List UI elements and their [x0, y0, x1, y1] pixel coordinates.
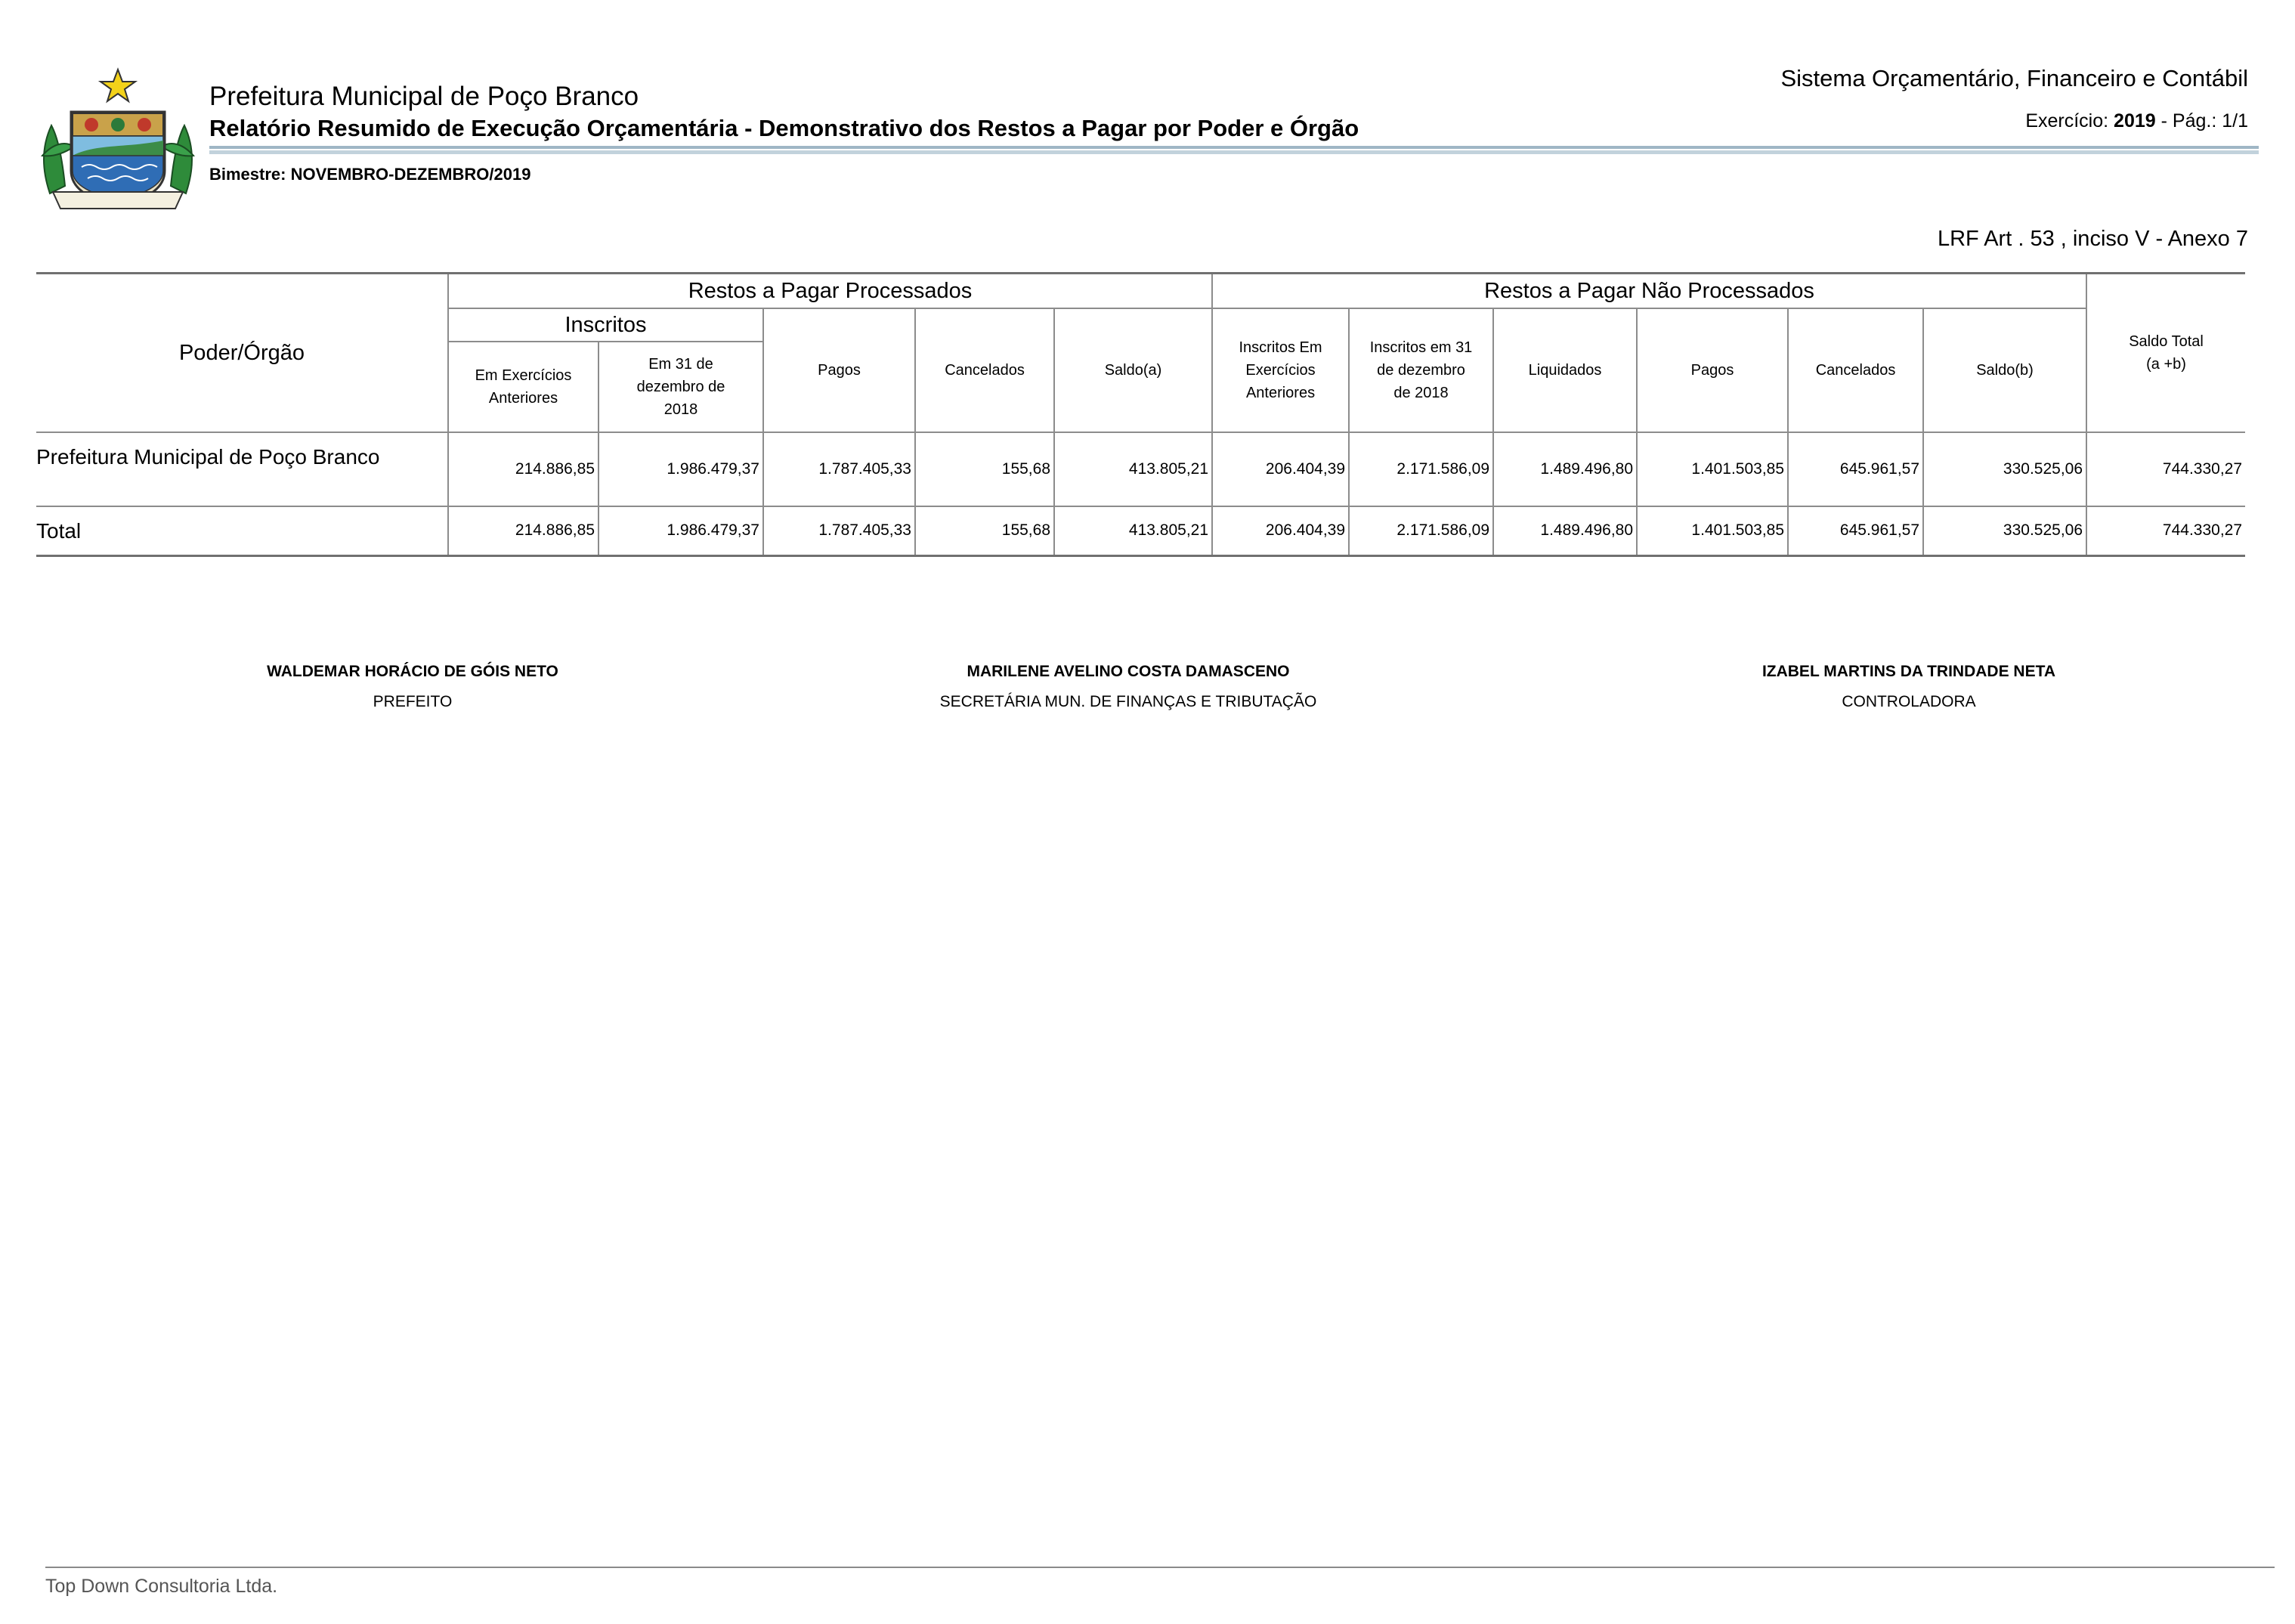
total-label: Total [36, 506, 448, 556]
total-np-saldo: 330.525,06 [1923, 506, 2086, 556]
header-em-31-dezembro [598, 342, 763, 432]
signature-role: PREFEITO [373, 693, 453, 710]
cell-p-inscritos-anteriores: 214.886,85 [448, 432, 598, 506]
footer-company: Top Down Consultoria Ltda. [45, 1576, 278, 1597]
header-em-exercicios-anteriores [448, 342, 598, 432]
signature-block-controladora [1644, 662, 2173, 712]
entity-name: Prefeitura Municipal de Poço Branco [209, 82, 639, 111]
exercise-year: 2019 [2114, 110, 2156, 131]
exercise-page-line [2025, 110, 2248, 132]
table-total-row [36, 506, 2245, 556]
total-p-saldo: 413.805,21 [1054, 506, 1212, 556]
row-poder-orgao: Prefeitura Municipal de Poço Branco [36, 432, 448, 506]
exercise-label: Exercício: [2025, 110, 2109, 131]
header-em-exercicios-anteriores-label: Em Exercícios Anteriores [475, 367, 572, 407]
signature-role: SECRETÁRIA MUN. DE FINANÇAS E TRIBUTAÇÃO [939, 693, 1317, 710]
system-name: Sistema Orçamentário, Financeiro e Contábil [1780, 65, 2248, 91]
municipal-coat-of-arms-icon [35, 65, 201, 213]
report-title: Relatório Resumido de Execução Orçamentária - Demonstrativo dos Restos a Pagar por Poder e Órgão [209, 115, 1359, 141]
header-group-processados: Restos a Pagar Processados [448, 274, 1212, 308]
header-liquidados: Liquidados [1493, 308, 1637, 432]
cell-np-cancelados: 645.961,57 [1788, 432, 1923, 506]
total-p-inscritos-anteriores: 214.886,85 [448, 506, 598, 556]
period-label: Bimestre: NOVEMBRO-DEZEMBRO/2019 [209, 165, 531, 184]
cell-p-inscritos-31: 1.986.479,37 [598, 432, 763, 506]
header-cancelados: Cancelados [915, 308, 1054, 432]
header-np-inscritos-31 [1349, 308, 1493, 432]
total-p-cancelados: 155,68 [915, 506, 1054, 556]
header-np-inscritos-anteriores-label: Inscritos Em Exercícios Anteriores [1239, 339, 1322, 401]
page-label: - Pág.: [2160, 110, 2217, 131]
cell-np-inscritos-anteriores: 206.404,39 [1212, 432, 1349, 506]
total-p-inscritos-31: 1.986.479,37 [598, 506, 763, 556]
header-poder-orgao: Poder/Órgão [36, 274, 448, 432]
signature-name: WALDEMAR HORÁCIO DE GÓIS NETO [267, 663, 558, 680]
total-np-pagos: 1.401.503,85 [1637, 506, 1788, 556]
header-np-inscritos-31-label: Inscritos em 31 de dezembro de 2018 [1369, 339, 1473, 401]
header-saldo-total-label: Saldo Total (a +b) [2129, 333, 2204, 373]
header-np-cancelados: Cancelados [1788, 308, 1923, 432]
cell-np-liquidados: 1.489.496,80 [1493, 432, 1637, 506]
signature-name: MARILENE AVELINO COSTA DAMASCENO [967, 663, 1290, 680]
header-group-nao-processados: Restos a Pagar Não Processados [1212, 274, 2086, 308]
header-subgroup-inscritos: Inscritos [448, 308, 763, 342]
cell-p-pagos: 1.787.405,33 [763, 432, 915, 506]
total-p-pagos: 1.787.405,33 [763, 506, 915, 556]
header-np-pagos: Pagos [1637, 308, 1788, 432]
cell-np-pagos: 1.401.503,85 [1637, 432, 1788, 506]
header-pagos: Pagos [763, 308, 915, 432]
header-divider [209, 146, 2259, 154]
total-np-cancelados: 645.961,57 [1788, 506, 1923, 556]
cell-p-cancelados: 155,68 [915, 432, 1054, 506]
header-saldo-b: Saldo(b) [1923, 308, 2086, 432]
total-np-liquidados: 1.489.496,80 [1493, 506, 1637, 556]
header-saldo-total [2086, 274, 2245, 432]
footer-divider [45, 1567, 2275, 1568]
restos-a-pagar-table [36, 272, 2245, 557]
header-np-inscritos-anteriores [1212, 308, 1349, 432]
legal-reference: LRF Art . 53 , inciso V - Anexo 7 [1937, 227, 2248, 251]
header-saldo-a: Saldo(a) [1054, 308, 1212, 432]
total-np-inscritos-anteriores: 206.404,39 [1212, 506, 1349, 556]
signature-role: CONTROLADORA [1842, 693, 1976, 710]
total-saldo-total: 744.330,27 [2086, 506, 2245, 556]
cell-np-saldo: 330.525,06 [1923, 432, 2086, 506]
cell-p-saldo: 413.805,21 [1054, 432, 1212, 506]
total-np-inscritos-31: 2.171.586,09 [1349, 506, 1493, 556]
table-row [36, 432, 2245, 506]
signature-block-prefeito [148, 662, 677, 712]
cell-saldo-total: 744.330,27 [2086, 432, 2245, 506]
page-number: 1/1 [2222, 110, 2248, 131]
signature-name: IZABEL MARTINS DA TRINDADE NETA [1761, 663, 2056, 680]
cell-np-inscritos-31: 2.171.586,09 [1349, 432, 1493, 506]
header-em-31-dezembro-label: Em 31 de dezembro de 2018 [636, 355, 725, 418]
signature-block-secretaria [864, 662, 1393, 712]
